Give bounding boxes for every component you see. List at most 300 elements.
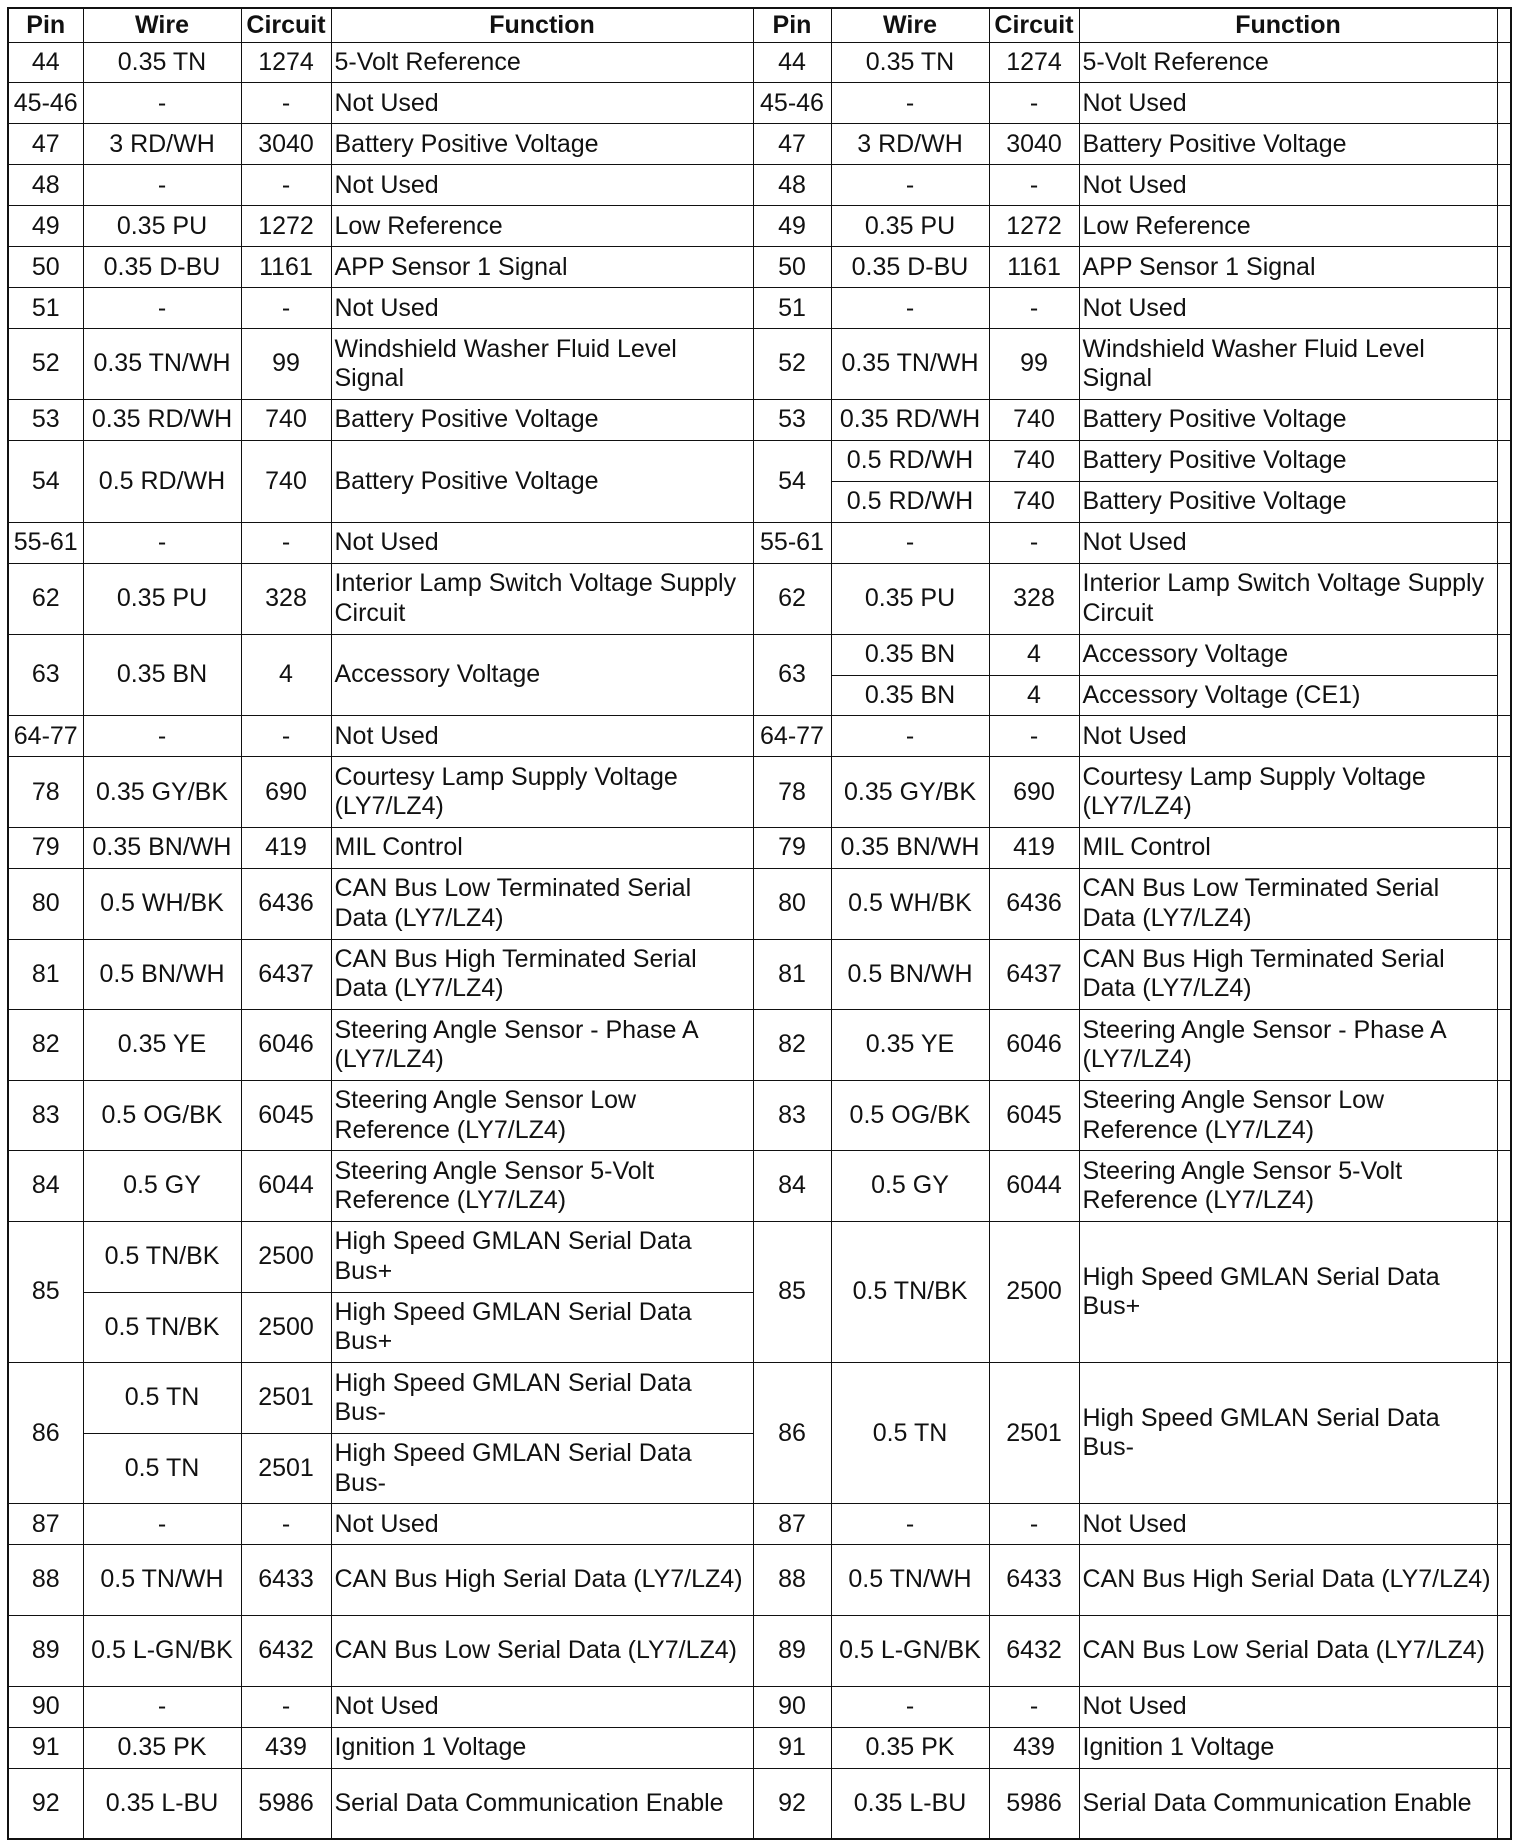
header-right-pin: Pin	[753, 8, 831, 42]
right-circuit-cell: -	[989, 1504, 1079, 1545]
left-wire-cell: 0.5 OG/BK	[83, 1080, 241, 1151]
right-function-cell: CAN Bus High Terminated Serial Data (LY7/LZ4)	[1079, 939, 1497, 1010]
right-circuit-cell: 2501	[989, 1363, 1079, 1504]
left-pin-cell: 52	[8, 329, 83, 400]
right-function-cell: MIL Control	[1079, 828, 1497, 869]
right-circuit-cell: 1161	[989, 247, 1079, 288]
right-margin-cell	[1497, 288, 1511, 329]
right-wire-cell: 0.5 RD/WH	[831, 481, 989, 522]
right-function-cell: Not Used	[1079, 165, 1497, 206]
right-wire-cell: 0.35 BN	[831, 675, 989, 716]
table-row	[8, 288, 1511, 329]
left-circuit-cell: 3040	[241, 124, 331, 165]
header-right-wire: Wire	[831, 8, 989, 42]
left-function-cell: Accessory Voltage	[331, 634, 753, 716]
left-wire-cell: 0.35 YE	[83, 1010, 241, 1081]
right-circuit-cell: 740	[989, 440, 1079, 481]
left-wire-cell: 0.35 TN	[83, 42, 241, 83]
left-function-cell: Not Used	[331, 716, 753, 757]
left-circuit-cell: 740	[241, 399, 331, 440]
right-function-cell: Not Used	[1079, 1504, 1497, 1545]
left-pin-cell: 87	[8, 1504, 83, 1545]
right-pin-cell: 89	[753, 1615, 831, 1686]
right-wire-cell: 0.5 L-GN/BK	[831, 1615, 989, 1686]
left-wire-cell: -	[83, 165, 241, 206]
table-header-row	[8, 8, 1511, 42]
right-margin-cell	[1497, 634, 1511, 716]
header-left-function: Function	[331, 8, 753, 42]
left-function-cell: Courtesy Lamp Supply Voltage (LY7/LZ4)	[331, 757, 753, 828]
left-circuit-cell: 439	[241, 1727, 331, 1768]
right-pin-cell: 78	[753, 757, 831, 828]
right-margin-cell	[1497, 828, 1511, 869]
table-row	[8, 440, 1511, 481]
right-margin-cell	[1497, 716, 1511, 757]
left-pin-cell: 83	[8, 1080, 83, 1151]
left-circuit-cell: 1274	[241, 42, 331, 83]
right-circuit-cell: 6433	[989, 1545, 1079, 1616]
right-wire-cell: 0.5 TN	[831, 1363, 989, 1504]
left-wire-cell: -	[83, 716, 241, 757]
right-pin-cell: 50	[753, 247, 831, 288]
right-wire-cell: 0.35 RD/WH	[831, 399, 989, 440]
left-wire-cell: -	[83, 1686, 241, 1727]
left-circuit-cell: -	[241, 1686, 331, 1727]
right-margin-cell	[1497, 329, 1511, 400]
left-circuit-cell: -	[241, 288, 331, 329]
right-function-cell: Courtesy Lamp Supply Voltage (LY7/LZ4)	[1079, 757, 1497, 828]
table-row	[8, 716, 1511, 757]
right-function-cell: Windshield Washer Fluid Level Signal	[1079, 329, 1497, 400]
left-wire-cell: 0.35 L-BU	[83, 1768, 241, 1839]
right-function-cell: Steering Angle Sensor - Phase A (LY7/LZ4)	[1079, 1010, 1497, 1081]
right-function-cell: CAN Bus Low Terminated Serial Data (LY7/LZ4)	[1079, 869, 1497, 940]
left-function-cell: CAN Bus High Serial Data (LY7/LZ4)	[331, 1545, 753, 1616]
right-pin-cell: 84	[753, 1151, 831, 1222]
left-function-cell: Not Used	[331, 522, 753, 563]
table-row	[8, 1768, 1511, 1839]
left-wire-cell: 0.35 PK	[83, 1727, 241, 1768]
table-row	[8, 869, 1511, 940]
left-pin-cell: 49	[8, 206, 83, 247]
header-left-wire: Wire	[83, 8, 241, 42]
right-margin-cell	[1497, 206, 1511, 247]
left-circuit-cell: 2501	[241, 1433, 331, 1504]
left-wire-cell: 0.5 TN/BK	[83, 1292, 241, 1363]
right-margin-cell	[1497, 1080, 1511, 1151]
right-wire-cell: 0.35 L-BU	[831, 1768, 989, 1839]
left-function-cell: CAN Bus Low Serial Data (LY7/LZ4)	[331, 1615, 753, 1686]
right-wire-cell: 0.5 RD/WH	[831, 440, 989, 481]
left-function-cell: Steering Angle Sensor Low Reference (LY7/LZ4)	[331, 1080, 753, 1151]
right-margin-cell	[1497, 124, 1511, 165]
table-row	[8, 1222, 1511, 1293]
left-pin-cell: 50	[8, 247, 83, 288]
left-circuit-cell: -	[241, 522, 331, 563]
left-pin-cell: 64-77	[8, 716, 83, 757]
left-function-cell: High Speed GMLAN Serial Data Bus-	[331, 1363, 753, 1434]
left-pin-cell: 91	[8, 1727, 83, 1768]
right-wire-cell: 0.5 TN/WH	[831, 1545, 989, 1616]
right-pin-cell: 91	[753, 1727, 831, 1768]
left-wire-cell: 0.5 BN/WH	[83, 939, 241, 1010]
left-pin-cell: 92	[8, 1768, 83, 1839]
right-function-cell: Not Used	[1079, 522, 1497, 563]
connector-pinout-sheet	[7, 7, 1510, 1840]
right-function-cell: Accessory Voltage	[1079, 634, 1497, 675]
right-function-cell: High Speed GMLAN Serial Data Bus-	[1079, 1363, 1497, 1504]
right-circuit-cell: -	[989, 716, 1079, 757]
left-function-cell: 5-Volt Reference	[331, 42, 753, 83]
right-pin-cell: 79	[753, 828, 831, 869]
left-function-cell: Battery Positive Voltage	[331, 124, 753, 165]
left-function-cell: Not Used	[331, 165, 753, 206]
right-margin-cell	[1497, 869, 1511, 940]
right-pin-cell: 63	[753, 634, 831, 716]
right-margin-cell	[1497, 247, 1511, 288]
right-wire-cell: 0.35 TN/WH	[831, 329, 989, 400]
left-wire-cell: 0.5 WH/BK	[83, 869, 241, 940]
right-function-cell: Not Used	[1079, 83, 1497, 124]
header-right-function: Function	[1079, 8, 1497, 42]
table-row	[8, 329, 1511, 400]
left-function-cell: CAN Bus Low Terminated Serial Data (LY7/LZ4)	[331, 869, 753, 940]
right-function-cell: Accessory Voltage (CE1)	[1079, 675, 1497, 716]
left-circuit-cell: 6045	[241, 1080, 331, 1151]
left-wire-cell: -	[83, 83, 241, 124]
right-pin-cell: 55-61	[753, 522, 831, 563]
left-circuit-cell: 328	[241, 563, 331, 634]
table-row	[8, 1686, 1511, 1727]
left-circuit-cell: 2500	[241, 1292, 331, 1363]
right-margin-cell	[1497, 1727, 1511, 1768]
left-circuit-cell: 4	[241, 634, 331, 716]
right-function-cell: Low Reference	[1079, 206, 1497, 247]
left-pin-cell: 84	[8, 1151, 83, 1222]
left-circuit-cell: 740	[241, 440, 331, 522]
right-pin-cell: 92	[753, 1768, 831, 1839]
left-function-cell: Steering Angle Sensor 5-Volt Reference (LY7/LZ4)	[331, 1151, 753, 1222]
right-margin-cell	[1497, 1010, 1511, 1081]
right-wire-cell: 0.5 GY	[831, 1151, 989, 1222]
right-function-cell: CAN Bus High Serial Data (LY7/LZ4)	[1079, 1545, 1497, 1616]
left-wire-cell: 0.35 RD/WH	[83, 399, 241, 440]
table-row	[8, 42, 1511, 83]
left-circuit-cell: -	[241, 716, 331, 757]
right-margin-cell	[1497, 399, 1511, 440]
header-left-pin: Pin	[8, 8, 83, 42]
right-function-cell: Serial Data Communication Enable	[1079, 1768, 1497, 1839]
right-circuit-cell: 6044	[989, 1151, 1079, 1222]
right-margin-cell	[1497, 1363, 1511, 1504]
right-function-cell: Battery Positive Voltage	[1079, 124, 1497, 165]
right-circuit-cell: -	[989, 1686, 1079, 1727]
right-circuit-cell: 5986	[989, 1768, 1079, 1839]
right-circuit-cell: 690	[989, 757, 1079, 828]
table-row	[8, 828, 1511, 869]
table-row	[8, 634, 1511, 675]
connector-pinout-table	[7, 7, 1512, 1840]
left-pin-cell: 90	[8, 1686, 83, 1727]
right-margin-cell	[1497, 1504, 1511, 1545]
right-circuit-cell: 1272	[989, 206, 1079, 247]
right-pin-cell: 45-46	[753, 83, 831, 124]
right-margin-cell	[1497, 1615, 1511, 1686]
left-function-cell: MIL Control	[331, 828, 753, 869]
right-circuit-cell: 6436	[989, 869, 1079, 940]
left-pin-cell: 51	[8, 288, 83, 329]
right-margin-cell	[1497, 563, 1511, 634]
right-wire-cell: 0.35 PU	[831, 206, 989, 247]
left-wire-cell: 0.35 PU	[83, 563, 241, 634]
left-pin-cell: 48	[8, 165, 83, 206]
left-circuit-cell: 419	[241, 828, 331, 869]
left-function-cell: Not Used	[331, 83, 753, 124]
right-margin-cell	[1497, 939, 1511, 1010]
right-pin-cell: 54	[753, 440, 831, 522]
right-wire-cell: 0.35 GY/BK	[831, 757, 989, 828]
right-wire-cell: -	[831, 165, 989, 206]
right-circuit-cell: 99	[989, 329, 1079, 400]
left-pin-cell: 47	[8, 124, 83, 165]
right-circuit-cell: -	[989, 83, 1079, 124]
right-margin-cell	[1497, 440, 1511, 522]
right-wire-cell: -	[831, 83, 989, 124]
right-pin-cell: 85	[753, 1222, 831, 1363]
right-pin-cell: 47	[753, 124, 831, 165]
right-function-cell: Not Used	[1079, 716, 1497, 757]
left-function-cell: Steering Angle Sensor - Phase A (LY7/LZ4)	[331, 1010, 753, 1081]
right-margin-cell	[1497, 1151, 1511, 1222]
left-function-cell: Windshield Washer Fluid Level Signal	[331, 329, 753, 400]
left-wire-cell: 3 RD/WH	[83, 124, 241, 165]
right-pin-cell: 53	[753, 399, 831, 440]
table-row	[8, 165, 1511, 206]
left-pin-cell: 54	[8, 440, 83, 522]
left-wire-cell: -	[83, 1504, 241, 1545]
left-circuit-cell: 2500	[241, 1222, 331, 1293]
right-function-cell: APP Sensor 1 Signal	[1079, 247, 1497, 288]
left-pin-cell: 78	[8, 757, 83, 828]
table-row	[8, 1010, 1511, 1081]
right-wire-cell: 0.35 YE	[831, 1010, 989, 1081]
right-function-cell: 5-Volt Reference	[1079, 42, 1497, 83]
left-function-cell: High Speed GMLAN Serial Data Bus+	[331, 1292, 753, 1363]
right-wire-cell: 0.35 D-BU	[831, 247, 989, 288]
right-circuit-cell: -	[989, 522, 1079, 563]
right-pin-cell: 64-77	[753, 716, 831, 757]
right-function-cell: High Speed GMLAN Serial Data Bus+	[1079, 1222, 1497, 1363]
left-circuit-cell: 1161	[241, 247, 331, 288]
left-wire-cell: 0.5 TN/BK	[83, 1222, 241, 1293]
left-pin-cell: 80	[8, 869, 83, 940]
right-wire-cell: 0.5 OG/BK	[831, 1080, 989, 1151]
table-row	[8, 757, 1511, 828]
left-circuit-cell: 6046	[241, 1010, 331, 1081]
left-wire-cell: 0.35 TN/WH	[83, 329, 241, 400]
right-wire-cell: 0.5 WH/BK	[831, 869, 989, 940]
left-pin-cell: 63	[8, 634, 83, 716]
right-pin-cell: 87	[753, 1504, 831, 1545]
right-circuit-cell: 439	[989, 1727, 1079, 1768]
left-circuit-cell: 6436	[241, 869, 331, 940]
table-row	[8, 1080, 1511, 1151]
right-wire-cell: 0.35 PK	[831, 1727, 989, 1768]
right-circuit-cell: 6046	[989, 1010, 1079, 1081]
left-circuit-cell: 2501	[241, 1363, 331, 1434]
right-margin-cell	[1497, 8, 1511, 42]
left-pin-cell: 82	[8, 1010, 83, 1081]
right-function-cell: Steering Angle Sensor Low Reference (LY7/LZ4)	[1079, 1080, 1497, 1151]
right-circuit-cell: 6432	[989, 1615, 1079, 1686]
table-row	[8, 247, 1511, 288]
left-wire-cell: 0.5 L-GN/BK	[83, 1615, 241, 1686]
table-row	[8, 1727, 1511, 1768]
left-circuit-cell: 6433	[241, 1545, 331, 1616]
right-circuit-cell: 740	[989, 399, 1079, 440]
right-margin-cell	[1497, 1768, 1511, 1839]
right-wire-cell: -	[831, 288, 989, 329]
left-pin-cell: 53	[8, 399, 83, 440]
left-wire-cell: 0.35 BN/WH	[83, 828, 241, 869]
right-pin-cell: 88	[753, 1545, 831, 1616]
left-pin-cell: 88	[8, 1545, 83, 1616]
left-circuit-cell: 99	[241, 329, 331, 400]
pinout-rows	[8, 42, 1511, 1839]
left-pin-cell: 62	[8, 563, 83, 634]
right-circuit-cell: 4	[989, 634, 1079, 675]
table-row	[8, 522, 1511, 563]
right-wire-cell: -	[831, 1686, 989, 1727]
right-circuit-cell: 2500	[989, 1222, 1079, 1363]
table-row	[8, 1545, 1511, 1616]
right-wire-cell: -	[831, 522, 989, 563]
right-wire-cell: -	[831, 1504, 989, 1545]
right-margin-cell	[1497, 1686, 1511, 1727]
left-wire-cell: 0.5 GY	[83, 1151, 241, 1222]
left-function-cell: Battery Positive Voltage	[331, 399, 753, 440]
left-function-cell: APP Sensor 1 Signal	[331, 247, 753, 288]
right-circuit-cell: 328	[989, 563, 1079, 634]
header-left-circuit: Circuit	[241, 8, 331, 42]
left-circuit-cell: -	[241, 83, 331, 124]
right-function-cell: Battery Positive Voltage	[1079, 440, 1497, 481]
right-pin-cell: 81	[753, 939, 831, 1010]
right-margin-cell	[1497, 522, 1511, 563]
left-pin-cell: 79	[8, 828, 83, 869]
right-margin-cell	[1497, 757, 1511, 828]
right-wire-cell: 0.35 BN	[831, 634, 989, 675]
right-circuit-cell: 3040	[989, 124, 1079, 165]
left-pin-cell: 55-61	[8, 522, 83, 563]
right-wire-cell: -	[831, 716, 989, 757]
left-wire-cell: -	[83, 522, 241, 563]
left-function-cell: Battery Positive Voltage	[331, 440, 753, 522]
left-function-cell: Low Reference	[331, 206, 753, 247]
left-pin-cell: 86	[8, 1363, 83, 1504]
left-function-cell: High Speed GMLAN Serial Data Bus+	[331, 1222, 753, 1293]
right-circuit-cell: 419	[989, 828, 1079, 869]
left-function-cell: Interior Lamp Switch Voltage Supply Circuit	[331, 563, 753, 634]
left-pin-cell: 89	[8, 1615, 83, 1686]
right-pin-cell: 48	[753, 165, 831, 206]
table-row	[8, 206, 1511, 247]
right-function-cell: Interior Lamp Switch Voltage Supply Circuit	[1079, 563, 1497, 634]
right-circuit-cell: 740	[989, 481, 1079, 522]
right-margin-cell	[1497, 165, 1511, 206]
right-margin-cell	[1497, 83, 1511, 124]
right-function-cell: Battery Positive Voltage	[1079, 481, 1497, 522]
left-wire-cell: 0.5 TN	[83, 1433, 241, 1504]
left-circuit-cell: 690	[241, 757, 331, 828]
right-function-cell: Ignition 1 Voltage	[1079, 1727, 1497, 1768]
left-circuit-cell: -	[241, 165, 331, 206]
left-wire-cell: -	[83, 288, 241, 329]
right-wire-cell: 0.35 BN/WH	[831, 828, 989, 869]
table-row	[8, 1615, 1511, 1686]
left-circuit-cell: 6437	[241, 939, 331, 1010]
header-right-circuit: Circuit	[989, 8, 1079, 42]
right-function-cell: Steering Angle Sensor 5-Volt Reference (LY7/LZ4)	[1079, 1151, 1497, 1222]
table-row	[8, 939, 1511, 1010]
right-function-cell: Not Used	[1079, 288, 1497, 329]
right-pin-cell: 83	[753, 1080, 831, 1151]
right-pin-cell: 49	[753, 206, 831, 247]
right-pin-cell: 52	[753, 329, 831, 400]
right-pin-cell: 86	[753, 1363, 831, 1504]
right-pin-cell: 62	[753, 563, 831, 634]
left-wire-cell: 0.5 TN/WH	[83, 1545, 241, 1616]
table-row	[8, 1363, 1511, 1434]
left-pin-cell: 44	[8, 42, 83, 83]
table-row	[8, 399, 1511, 440]
table-row	[8, 1151, 1511, 1222]
left-circuit-cell: 5986	[241, 1768, 331, 1839]
right-circuit-cell: -	[989, 288, 1079, 329]
left-wire-cell: 0.35 GY/BK	[83, 757, 241, 828]
left-pin-cell: 45-46	[8, 83, 83, 124]
right-pin-cell: 90	[753, 1686, 831, 1727]
left-function-cell: Serial Data Communication Enable	[331, 1768, 753, 1839]
left-function-cell: Ignition 1 Voltage	[331, 1727, 753, 1768]
left-circuit-cell: 6432	[241, 1615, 331, 1686]
left-circuit-cell: 6044	[241, 1151, 331, 1222]
right-circuit-cell: 1274	[989, 42, 1079, 83]
table-row	[8, 1504, 1511, 1545]
right-wire-cell: 0.35 TN	[831, 42, 989, 83]
right-circuit-cell: 6437	[989, 939, 1079, 1010]
right-wire-cell: 0.5 TN/BK	[831, 1222, 989, 1363]
table-row	[8, 124, 1511, 165]
left-wire-cell: 0.35 BN	[83, 634, 241, 716]
left-pin-cell: 81	[8, 939, 83, 1010]
left-function-cell: High Speed GMLAN Serial Data Bus-	[331, 1433, 753, 1504]
right-circuit-cell: 4	[989, 675, 1079, 716]
left-circuit-cell: 1272	[241, 206, 331, 247]
right-wire-cell: 0.35 PU	[831, 563, 989, 634]
right-function-cell: Not Used	[1079, 1686, 1497, 1727]
left-function-cell: CAN Bus High Terminated Serial Data (LY7/LZ4)	[331, 939, 753, 1010]
left-function-cell: Not Used	[331, 288, 753, 329]
left-pin-cell: 85	[8, 1222, 83, 1363]
left-wire-cell: 0.35 PU	[83, 206, 241, 247]
table-row	[8, 83, 1511, 124]
left-function-cell: Not Used	[331, 1686, 753, 1727]
right-circuit-cell: -	[989, 165, 1079, 206]
table-row	[8, 563, 1511, 634]
right-margin-cell	[1497, 1545, 1511, 1616]
left-wire-cell: 0.5 RD/WH	[83, 440, 241, 522]
